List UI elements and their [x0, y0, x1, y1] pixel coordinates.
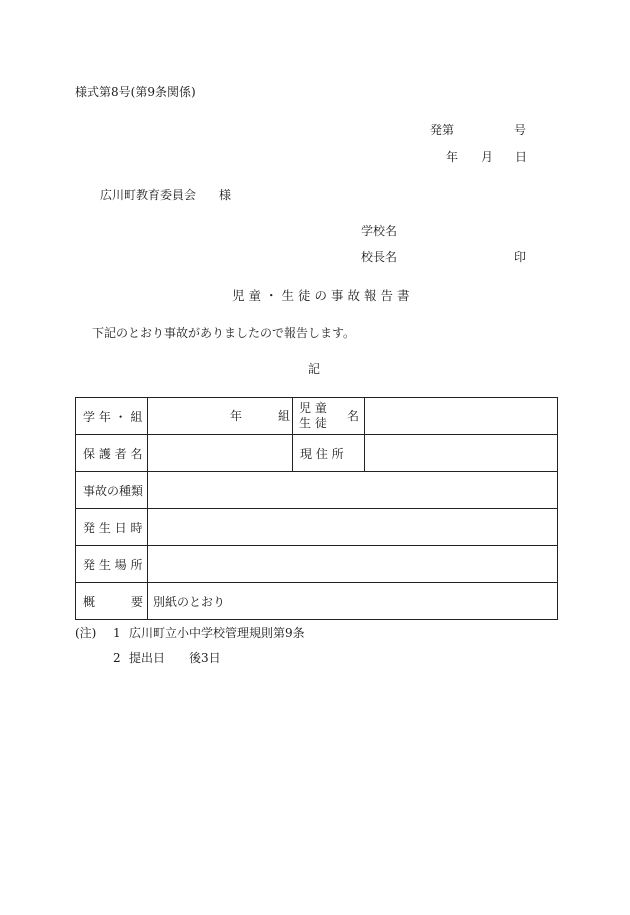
table-row [76, 398, 558, 435]
date-year: 年 [446, 150, 459, 164]
grade-class-label-cell [76, 398, 148, 435]
issue-number-prefix: 発第 [430, 123, 455, 137]
notes-marker: (注) [75, 626, 97, 640]
note-2-value: 後3日 [189, 651, 221, 665]
note-2-number: 2 [113, 651, 121, 665]
note-1-number: 1 [113, 626, 121, 640]
student-name-value-cell [365, 398, 558, 435]
grade-class-value-cell [148, 398, 293, 435]
accident-type-value-cell [148, 472, 558, 509]
summary-value: 別紙のとおり [153, 594, 226, 609]
summary-label: 概 要 [83, 594, 144, 609]
occurrence-place-label: 発 生 場 所 [83, 557, 143, 572]
occurrence-datetime-label: 発 生 日 時 [83, 520, 143, 535]
student-label-top: 児 童 [299, 401, 327, 415]
date-month: 月 [481, 150, 494, 164]
summary-label-cell [76, 583, 148, 620]
class-label: 組 [278, 409, 291, 423]
principal-label: 校長名 [361, 250, 398, 264]
grade-class-label: 学 年 ・ 組 [83, 409, 143, 424]
occurrence-datetime-label-cell [76, 509, 148, 546]
date-day: 日 [515, 150, 528, 164]
addressee-name: 広川町教育委員会 [100, 188, 197, 202]
note-1-text: 広川町立小中学校管理規則第9条 [129, 626, 305, 640]
guardian-label: 保 護 者 名 [83, 446, 143, 461]
summary-value-cell [148, 583, 558, 620]
student-name-label-cell [293, 398, 365, 435]
accident-type-label: 事故の種類 [83, 483, 144, 498]
student-label-bottom: 生 徒 [299, 416, 327, 430]
ki-heading: 記 [308, 362, 321, 376]
guardian-value-cell [148, 435, 293, 472]
occurrence-place-value-cell [148, 546, 558, 583]
accident-type-label-cell [76, 472, 148, 509]
address-label-cell [293, 435, 365, 472]
occurrence-datetime-value-cell [148, 509, 558, 546]
note-2-label: 提出日 [129, 651, 166, 665]
table-row [76, 472, 558, 509]
addressee-honorific: 様 [219, 188, 232, 202]
name-label: 名 [347, 409, 360, 423]
table-row [76, 546, 558, 583]
year-label: 年 [230, 409, 243, 423]
student-label-stack [299, 401, 327, 431]
form-number: 様式第8号(第9条関係) [75, 85, 196, 99]
table-row [76, 583, 558, 620]
issue-number-suffix: 号 [514, 123, 527, 137]
occurrence-place-label-cell [76, 546, 148, 583]
address-value-cell [365, 435, 558, 472]
document-title: 児童・生徒の事故報告書 [232, 288, 414, 303]
table-row [76, 509, 558, 546]
report-table [75, 397, 558, 620]
guardian-label-cell [76, 435, 148, 472]
intro-text: 下記のとおり事故がありましたので報告します。 [92, 326, 356, 340]
table-row [76, 435, 558, 472]
seal-label: 印 [514, 250, 527, 264]
school-name-label: 学校名 [361, 224, 398, 238]
address-label: 現 住 所 [300, 446, 344, 461]
